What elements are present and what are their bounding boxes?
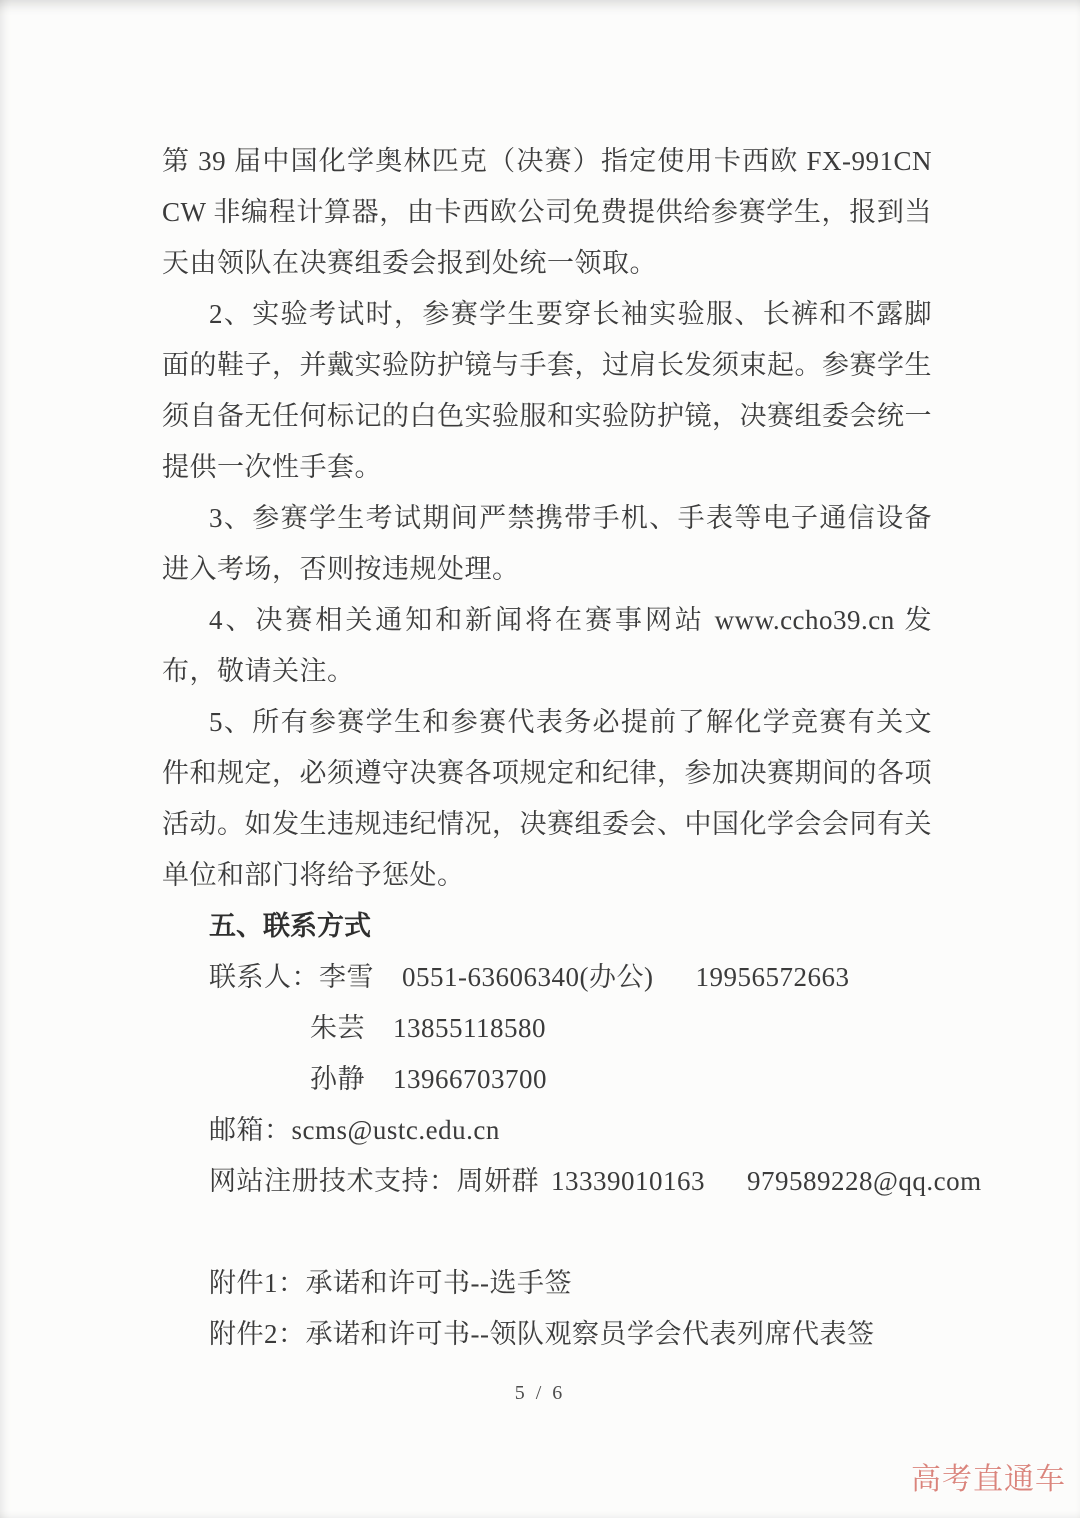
contact-phone-office: 0551-63606340(办公): [402, 962, 654, 992]
attachment-2-title: 承诺和许可书--领队观察员学会代表列席代表签: [305, 1319, 875, 1349]
email-row: [162, 1105, 932, 1156]
contact-label: 联系人：: [209, 962, 319, 992]
tech-support-email: 979589228@qq.com: [747, 1166, 982, 1196]
attachment-2-label: 附件2：: [209, 1319, 306, 1349]
contact-name-1: 李雪: [319, 962, 374, 992]
tech-support-label: 网站注册技术支持：: [209, 1166, 457, 1196]
paragraph-rules-discipline: 5、所有参赛学生和参赛代表务必提前了解化学竞赛有关文件和规定，必须遵守决赛各项规定和纪律，参加决赛期间的各项活动。如发生违规违纪情况，决赛组委会、中国化学会会同有关单位和部门将给予惩处。: [162, 707, 932, 890]
paragraph-lab-exam-dress: 2、实验考试时，参赛学生要穿长袖实验服、长裤和不露脚面的鞋子，并戴实验防护镜与手套，过肩长发须束起。参赛学生须自备无任何标记的白色实验服和实验防护镜，决赛组委会统一提供一次性手套。: [162, 299, 932, 482]
attachment-1-title: 承诺和许可书--选手签: [305, 1268, 572, 1298]
contact-name-2: 朱芸: [310, 1013, 365, 1043]
contact-phone-mobile-3: 13966703700: [393, 1064, 547, 1094]
tech-support-row: [162, 1156, 982, 1207]
contact-row-2: [162, 1003, 932, 1054]
contact-row-3: [162, 1054, 932, 1105]
paragraph-website-notice: 4、决赛相关通知和新闻将在赛事网站 www.ccho39.cn 发布，敬请关注。: [162, 605, 932, 686]
contact-phone-mobile-1: 19956572663: [695, 962, 850, 992]
email-address: scms@ustc.edu.cn: [291, 1115, 500, 1145]
attachment-1-label: 附件1：: [209, 1268, 306, 1298]
contact-name-3: 孙静: [310, 1064, 365, 1094]
page-number: 5 / 6: [514, 1382, 566, 1404]
paragraph-calculator: 第 39 届中国化学奥林匹克（决赛）指定使用卡西欧 FX-991CN CW 非编程计算器，由卡西欧公司免费提供给参赛学生，报到当天由领队在决赛组委会报到处统一领取。: [162, 146, 932, 278]
attachment-row-2: [162, 1309, 932, 1360]
contact-phone-mobile-2: 13855118580: [393, 1013, 546, 1043]
paragraph-no-devices: 3、参赛学生考试期间严禁携带手机、手表等电子通信设备进入考场，否则按违规处理。: [162, 503, 932, 584]
spacer: [162, 1207, 932, 1258]
section-heading-contact: 五、联系方式: [209, 911, 371, 941]
watermark-gaokao-zhitongche: 高考直通车: [911, 1463, 1066, 1496]
tech-support-name: 周妍群: [456, 1166, 539, 1196]
email-label: 邮箱：: [209, 1115, 292, 1145]
attachment-row-1: [162, 1258, 932, 1309]
tech-support-phone: 13339010163: [551, 1166, 705, 1196]
contact-row-1: [162, 952, 932, 1003]
